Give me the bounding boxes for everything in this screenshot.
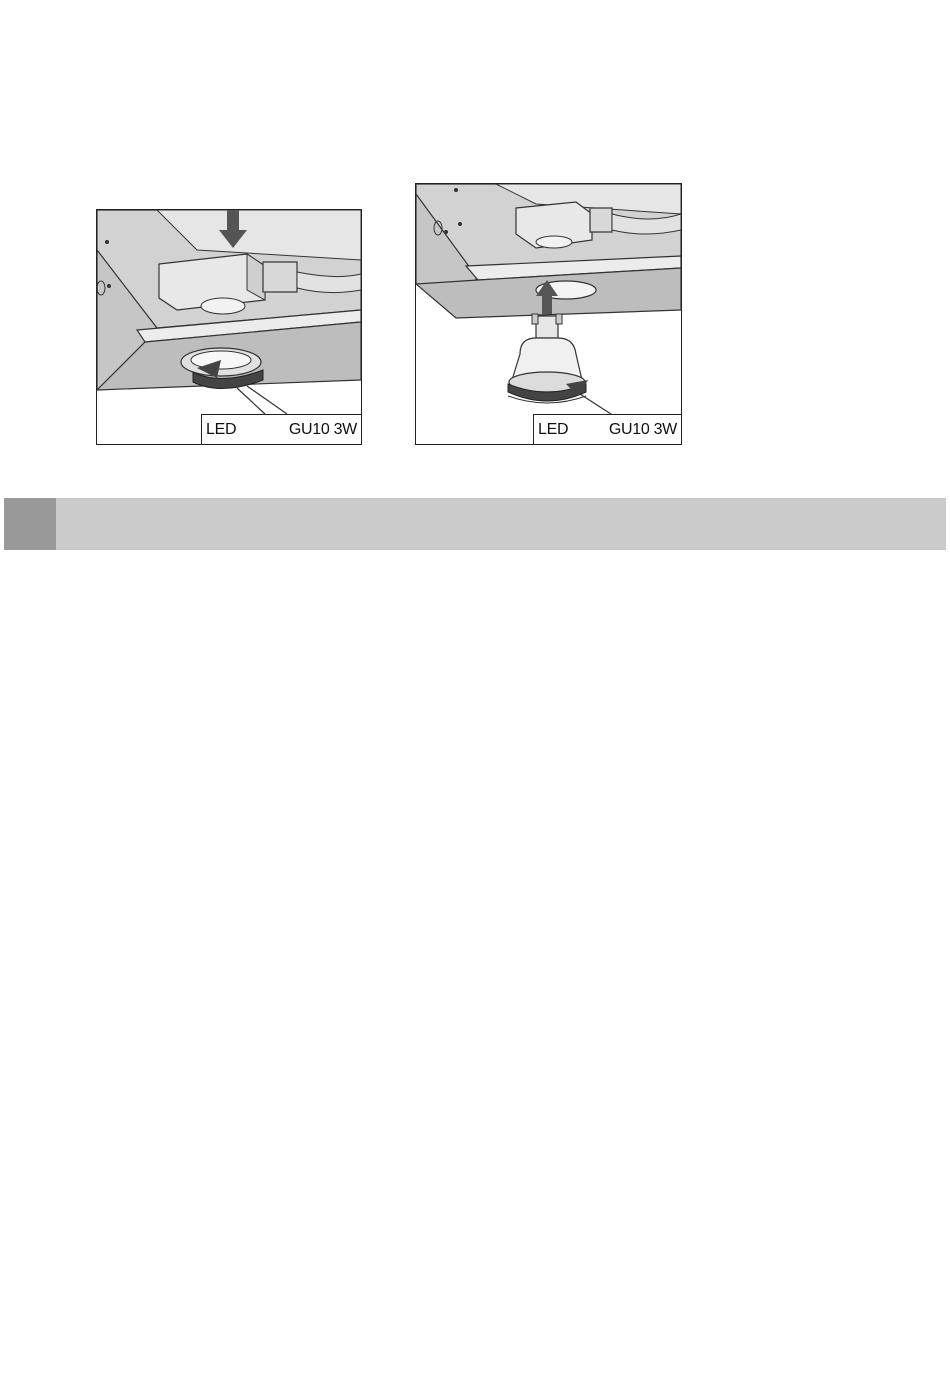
section-marker [4,498,56,550]
hood-underside-illustration [416,184,681,444]
hood-underside-illustration [97,210,361,444]
lamp-type: LED [206,420,237,438]
lamp-type: LED [538,420,569,438]
lamp-spec: GU10 3W [288,420,357,438]
figure-insert-bulb [415,183,682,445]
figure-remove-cover [96,209,362,445]
lamp-spec: GU10 3W [608,420,677,438]
lamp-label [533,414,681,444]
lamp-label [201,414,361,444]
section-header-bar [4,498,946,550]
